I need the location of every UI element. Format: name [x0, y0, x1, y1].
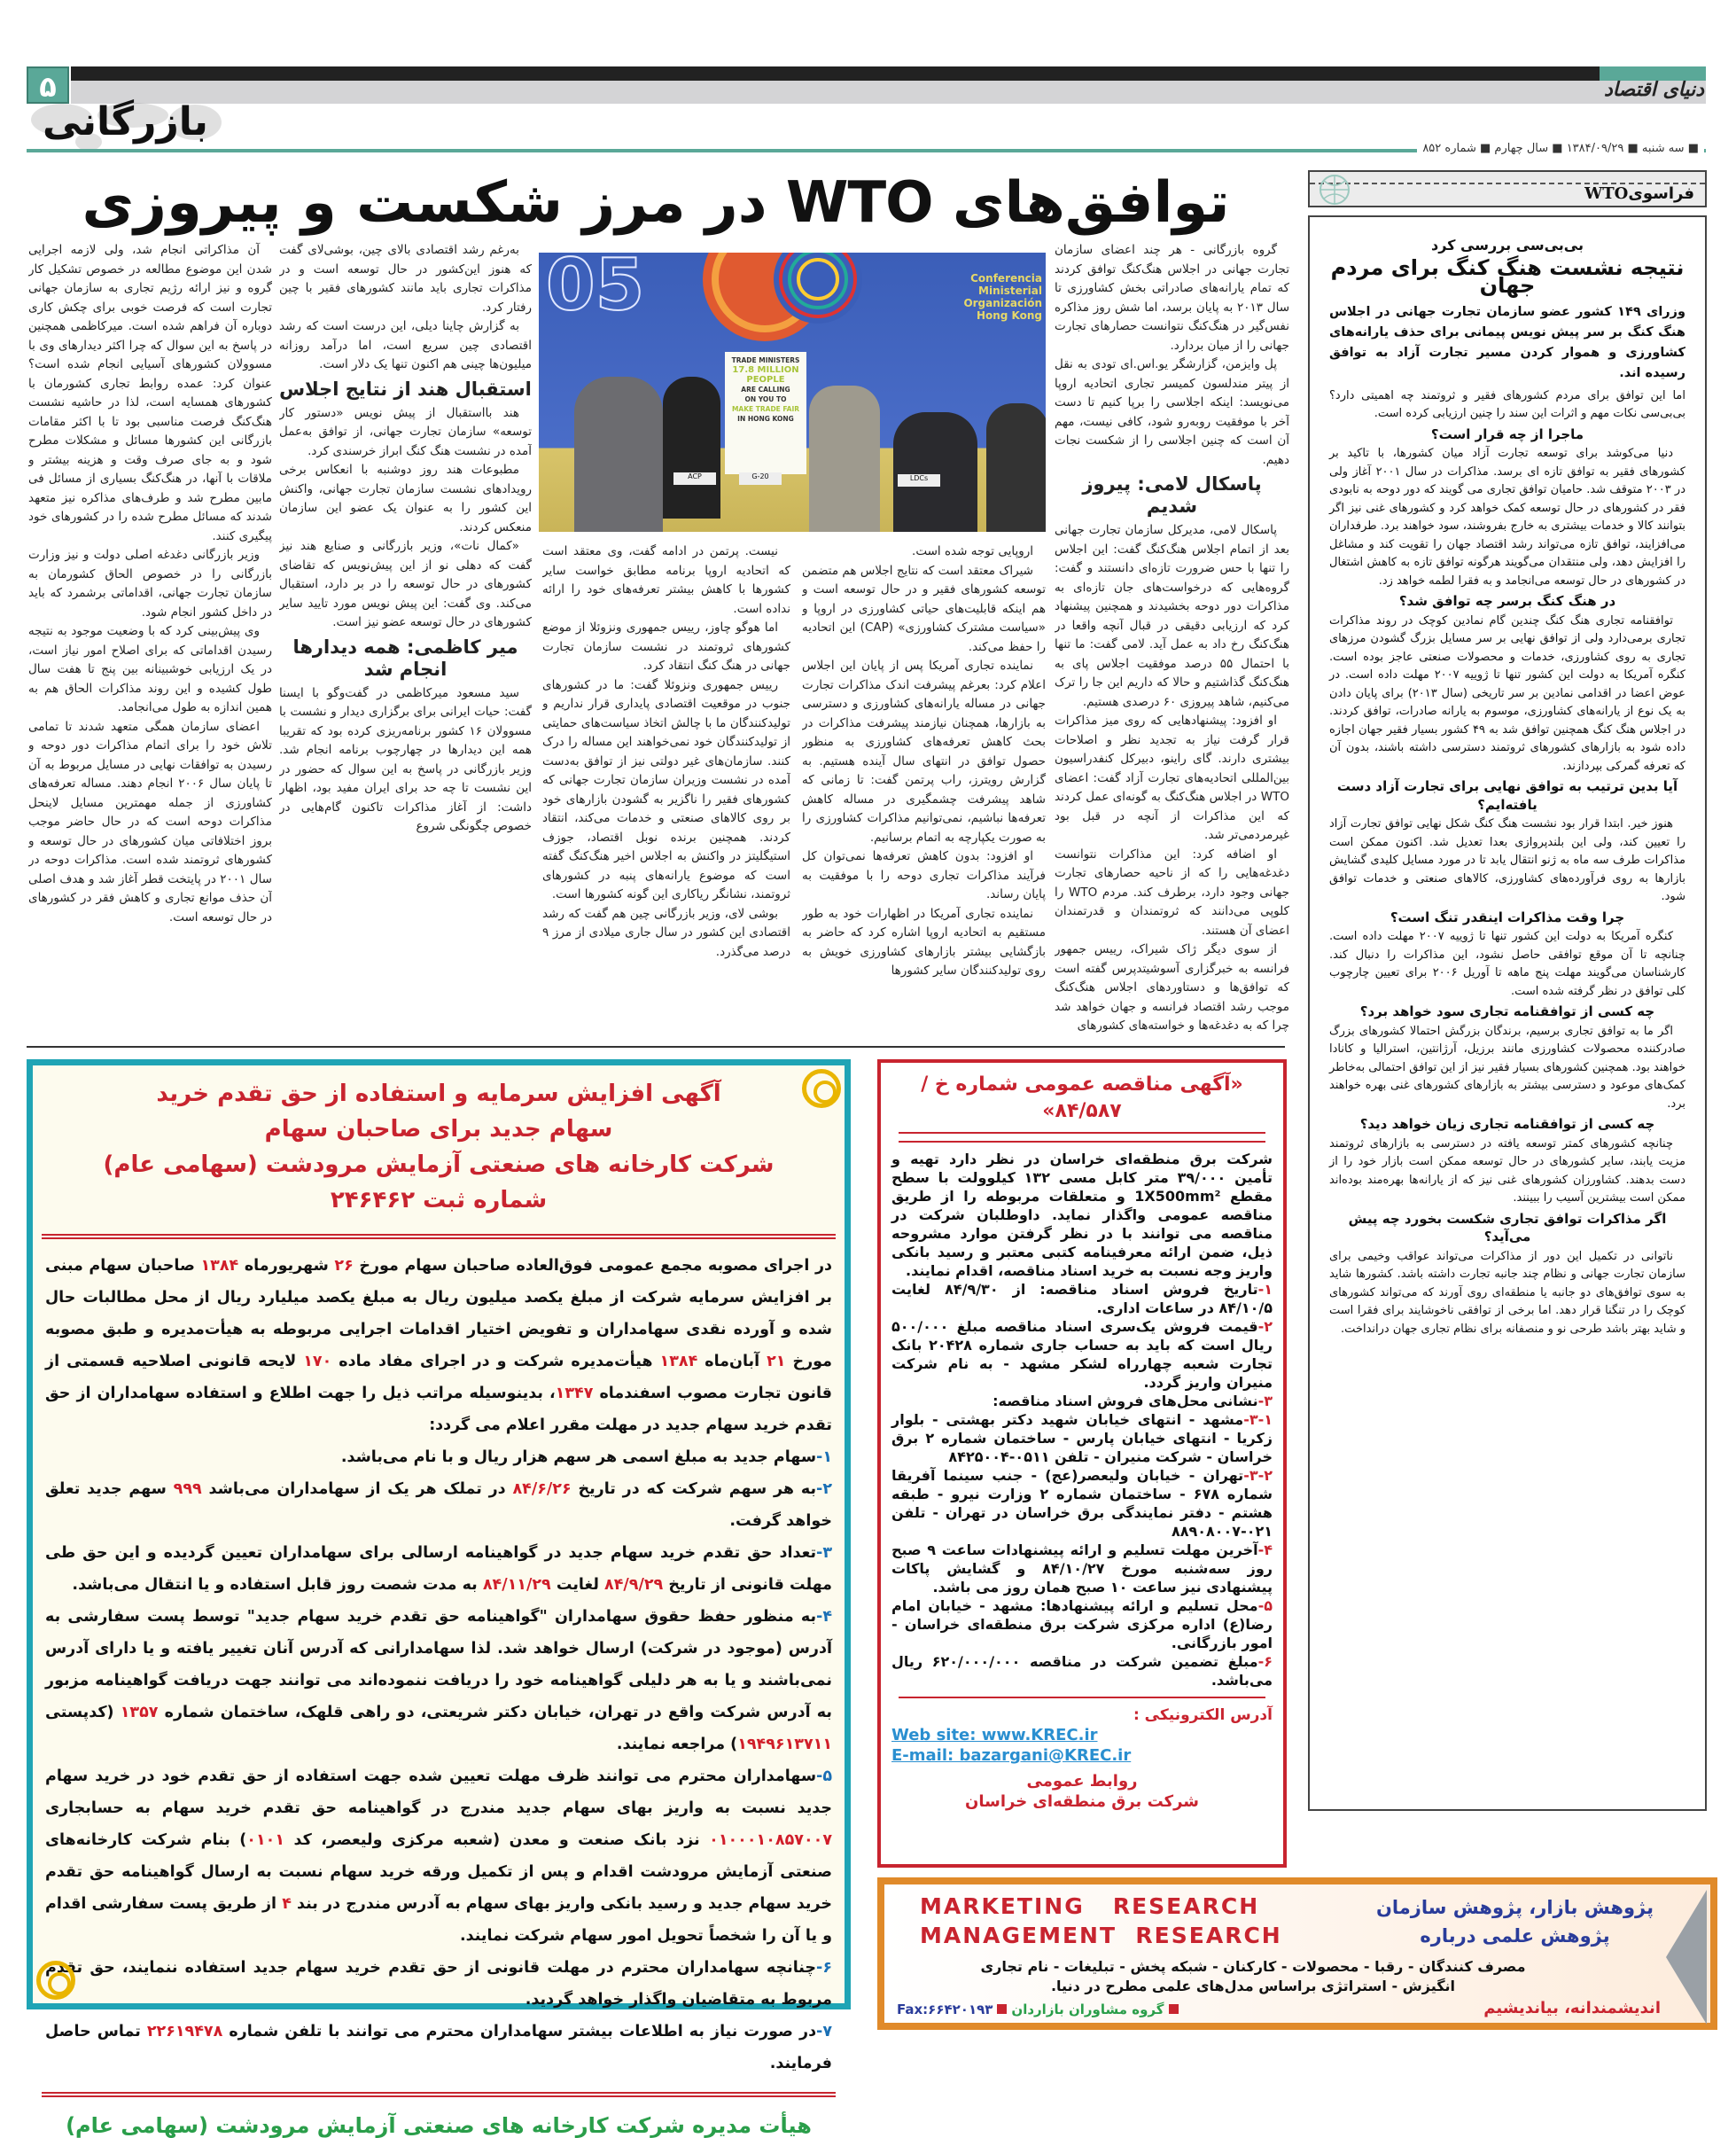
description-line: انگیزش - استراتژی براساس مدل‌های علمی مطرح در دنیا.: [1050, 1978, 1456, 1994]
tender-intro: شرکت برق منطقه‌ای خراسان در نظر دارد تهیه و تأمین ۳۹/۰۰۰ متر کابل مسی ۱۳۲ کیلوولت با سطح مقطع 1X500mm² و متعلقات مربوطه را از طریق مناقصه عمومی واگذار نماید. داوطلبان شرکت در مناقصه می توانند با در نظر گرفتن موارد مشروحه ذیل، ضمن ارائه معرفینامه کتبی معتبر و رسید بانکی واریز وجه نسبت به خرید اسناد مناقصه، اقدام نمایند.: [891, 1151, 1273, 1279]
sidebar-title-fa: فراسوی: [1628, 184, 1694, 203]
highlighted-value: ۸۴/۹/۲۹: [604, 1576, 664, 1594]
article-paragraph: وزیر بازرگانی دغدغه اصلی دولت و نیز وزارت بازرگانی را در خصوص الحاق کشورمان به سازمان تجارت جهانی، اقداماتی برشمرد که باید در داخل کشور انجام شود.: [28, 548, 272, 620]
highlighted-value: ۸۴/۱۱/۲۹: [482, 1576, 551, 1594]
triangle-decoration: [1666, 1890, 1707, 2025]
article-paragraph: «کمال نات»، وزیر بازرگانی و صنایع هند نیز گفت که دهلی نو از این پیش‌نویس که تقاضای کشورهای در حال توسعه را در بر دارد، استقبال می‌کند. وی گفت: این پیش نویس مورد تایید سایر کشورهای در حال توسعه عضو نیز است.: [279, 539, 532, 629]
article-paragraph: به‌رغم رشد اقتصادی بالای چین، بوشی‌لای گفت که هنوز این‌کشور در حال توسعه است و در مذاکرات تجاری باید مانند کشورهای فقیر با چین رفتار کرد.: [279, 243, 532, 315]
tender-title: «آگهی مناقصه عمومی شماره خ /۸۴/۵۸۷»: [921, 1073, 1243, 1122]
ad-paragraph: [45, 1601, 832, 1760]
ad-text: چنانچه سهامداران محترم در مهلت قانونی از حق تقدم خرید سهام جدید استفاده ننمایند، حق تقدم مربوط به متقاضیان واگذار خواهد گردید.: [45, 1959, 832, 2009]
article-subheading: میر کاظمی: همه دیدارها انجام شد: [292, 636, 518, 680]
rule: [899, 1697, 1265, 1698]
article-paragraph: پل وایزمن، گزارشگر یو.اس.ای تودی به نقل از پیتر مندلسون کمیسر تجاری اتحادیه اروپا می‌نویسد: اینکه اجلاسی را برپا کنیم تا دست آخر با موفقیت روبه‌رو شود، کافی نیست، مهم آن است که چنین اجلاسی را از شکست نجات دهیم.: [1055, 357, 1289, 467]
name-plate: ACP: [673, 472, 716, 485]
name-plate: G-20: [739, 472, 782, 485]
sidebar-sections: [1329, 425, 1685, 1339]
company-line: شرکت برق منطقه‌ای خراسان: [965, 1792, 1199, 1811]
website-link[interactable]: Web site: www.KREC.ir: [891, 1726, 1098, 1744]
highlighted-value: ۴-: [816, 1608, 832, 1626]
highlighted-value: ۱۹۴۹۶۱۳۷۱۱: [737, 1736, 832, 1753]
ad-text: به هر سهم شرکت که در تاریخ: [571, 1480, 817, 1498]
ad-text: آبان‌ماه: [697, 1353, 767, 1370]
sidebar-subheading: اگر مذاکرات توافق تجاری شکست بخورد چه پیش می‌آید؟: [1348, 1210, 1667, 1245]
article-subheading: پاسکال لامی: پیروز شدیم: [1082, 473, 1262, 517]
highlighted-value: ۱۳۴۷: [555, 1385, 594, 1402]
item-text: قیمت فروش یک‌سری اسناد مناقصه مبلغ ۵۰۰/۰۰۰ ریال است که باید به حساب جاری شماره ۲۰۴۲۸ بانک تجارت شعبه چهارراه لشکر مشهد - به نام شرکت منیران واریز گردد.: [891, 1318, 1273, 1391]
rule: [899, 1132, 1265, 1134]
sidebar-paragraph: توافقنامه تجاری هنگ کنگ چندین گام نمادین کوچک در روند مذاکرات تجاری برمی‌دارد ولی از توافق نهایی بر سر مسایل بزرگ گشودن مرزهای تجاری به روی کشاورزی، خدمات و محصولات صنعتی عاجز بوده است. کنگره آمریکا به دولت این کشور تنها تا ژوییه ۲۰۰۷ مهلت داده است. در عوض اعضا در اقدامی نمادین بر سر تاریخی (سال ۲۰۱۳) برای پایان دادن به یک نوع از یارانه‌های کشاورزی، موسوم به یارانه صادرات، توافق کردند. در اجلاس هنگ کنگ همچنین توافق شد به ۴۹ کشور بسیار فقیر جهان اجازه داده شود به بازارهای کشورهای ثروتمند دسترسی داشته باشند، بدون آن که تعرفه گمرکی بپردازند.: [1329, 613, 1685, 773]
sign-line: 17.8 MILLION: [732, 365, 799, 375]
fax-number: Fax:۶۶۴۲۰۱۹۳: [897, 2001, 993, 2017]
ad-text: نزد بانک صنعت و معدن (شعبه مرکزی ولیعصر، کد: [284, 1831, 710, 1849]
item-text: محل تسلیم و ارائه پیشنهادها: مشهد - خیابان امام رضا(ع) اداره مرکزی شرکت برق منطقه‌ای خراسان - امور بازرگانی.: [891, 1597, 1273, 1651]
article-column: [1055, 241, 1289, 1039]
article-paragraph: اعضای سازمان همگی متعهد شدند تا تمامی تلاش خود را برای اتمام مذاکرات دور دوحه و رسیدن به توافقات نهایی در مسایل مربوط به آن تا پایان سال ۲۰۰۶ انجام دهند. مساله تعرفه‌های کشاورزی از جمله مهمترین مسایل لاینحل مذاکرات دوحه است که در حال حاضر موجب بروز اختلافاتی میان کشورهای در حال توسعه و کشورهای ثروتمند شده است. مذاکرات دوحه در سال ۲۰۰۱ در پایتخت قطر آغاز شد و هدف اصلی آن حذف موانع تجاری و کاهش فقر در کشورهای در حال توسعه است.: [28, 719, 272, 925]
banner-number: 05: [546, 253, 645, 326]
page-number: ۵: [27, 66, 69, 104]
highlighted-value: ۱۳۸۴: [659, 1353, 698, 1370]
ad-body: [33, 1250, 845, 2079]
item-text: نشانی محل‌های فروش اسناد مناقصه:: [993, 1393, 1258, 1409]
article-paragraph: او اضافه کرد: این مذاکرات نتوانست دغدغه‌هایی را که از ناحیه حصارهای تجارت جهانی وجود دارد، برطرف کند. مردم WTO را کلوپی می‌دانند که ثروتمندان و قدرتمندان اعضای آن هستند.: [1055, 847, 1289, 938]
sidebar-header: [1308, 170, 1707, 207]
tender-item: [891, 1280, 1273, 1317]
ad-text: در اجرای مصوبه مجمع عمومی فوق‌العاده صاحبان سهام مورخ: [353, 1257, 833, 1275]
ad-title: [33, 1076, 845, 1218]
ad-text: سهم جدید تعلق خواهد گرفت.: [45, 1480, 832, 1530]
sidebar-subheading: چرا وقت مذاکرات اینقدر تنگ است؟: [1390, 909, 1625, 925]
sidebar-subheading: چه کسی از توافقنامه تجاری سود خواهد برد؟: [1359, 1003, 1655, 1019]
sidebar-kicker: بی‌بی‌سی بررسی کرد: [1430, 237, 1584, 254]
slogan: اندیشمندانه، بیاندیشیم: [1483, 1999, 1661, 2017]
ad-text: تعداد حق تقدم خرید سهام جدید در گواهینامه ارسالی برای سهامداران تعیین گردیده و این حق طی مهلت قانونی از تاریخ: [45, 1544, 832, 1594]
ad-text: هیأت‌مدیره شرکت و در اجرای مفاد ماده: [331, 1353, 660, 1370]
highlighted-value: ۰۱۰۱: [246, 1831, 285, 1849]
wto-logo-icon: [703, 253, 871, 350]
persian-line: پژوهش علمی درباره: [1420, 1925, 1610, 1947]
article-column: [279, 241, 532, 1039]
article-paragraph: نماینده تجاری آمریکا پس از پایان این اجلاس اعلام کرد: بعرغم پیشرفت اندک مذاکرات تجارت جهانی در مساله یارانه‌های کشاورزی و دسترسی به بازارها، همچنان نیازمند پیشرفت مذاکرات در بحث کاهش تعرفه‌های کشاورزی به منظور حصول توافق در انتهای سال آینده هستیم. به گزارش رویترز، راب پرتمن گفت: تا زمانی که شاهد پیشرفت چشمگیری در مساله کاهش تعرفه‌ها نباشیم، نمی‌توانیم مذاکرات کشاورزی را به صورت یکپارچه به اتمام برسانیم.: [802, 659, 1046, 845]
article-paragraph: او افزود: بدون کاهش تعرفه‌ها نمی‌توان کل فرآیند مذاکرات تجاری دوحه را با موفقیت به پایان رساند.: [802, 849, 1046, 901]
article-column: [28, 241, 272, 1039]
header-bar: [71, 66, 1600, 81]
article-paragraph: از سوی دیگر ژاک شیراک، رییس جمهور فرانسه به خبرگزاری آسوشیتدپرس گفته است که توافق‌ها و دستاوردهای اجلاس هنگ‌کنگ موجب رشد اقتصاد فرانسه و جهان خواهد شد چرا که به دغدغه‌ها و خواسته‌های کشورهای: [1055, 942, 1289, 1033]
sidebar-paragraph: اگر ما به توافق تجاری برسیم، برندگان بزرگش احتمالا کشورهای بزرگ صادرکننده محصولات کشاورزی مانند برزیل، آرژانتین، استرالیا و کانادا خواهند بود. همچنین کشورهای بسیار فقیر نیز از این توافق احتمالی به‌خاطر کمک‌های موعود و دسترسی بیشتر به بازارهای کشورهای غنی بهره خواهند برد.: [1329, 1024, 1685, 1111]
name-plate: LDCs: [898, 474, 940, 487]
sign-line: MAKE TRADE FAIR: [731, 405, 800, 413]
highlighted-value: ۹۹۹: [173, 1480, 202, 1498]
item-number: ۳-۲-: [1243, 1467, 1273, 1484]
item-number: ۴-: [1257, 1541, 1273, 1558]
rule: [899, 1141, 1265, 1143]
tender-item: [891, 1317, 1273, 1392]
article-column: [542, 542, 790, 1039]
ad-title-line: شماره ثبت ۲۴۶۴۶۲: [330, 1187, 548, 1213]
ad-paragraph: [45, 2016, 832, 2079]
ad-paragraph: [45, 1441, 832, 1473]
article-paragraph: اما هوگو چاوز، رییس جمهوری ونزوئلا از موضع کشورهای ثروتمند در نشست سازمان تجارت جهانی در هنگ کنگ انتقاد کرد.: [542, 620, 790, 673]
item-number: ۵-: [1257, 1597, 1273, 1614]
highlighted-value: ۰۱۰۰۰۱۰۸۵۷۰۰۷: [709, 1831, 832, 1849]
ad-title-line: شرکت کارخانه های صنعتی آزمایش مرودشت (سهامی عام): [103, 1151, 775, 1178]
person: [986, 403, 1046, 532]
ad-text: لایحه قانونی اصلاحیه قسمتی از قانون تجارت مصوب اسفندماه: [45, 1353, 832, 1402]
section-divider: [27, 1046, 1285, 1048]
tender-body: [891, 1150, 1273, 1689]
article-column: [802, 542, 1046, 1039]
ad-text: لغایت: [550, 1576, 605, 1594]
item-number: ۱-: [1257, 1281, 1273, 1298]
ad-signature: هیأت مدیره شرکت کارخانه های صنعتی آزمایش مرودشت (سهامی عام): [66, 2113, 812, 2138]
ad-text: به مدت شصت روز قابل استفاده و یا انتقال می‌باشد.: [72, 1576, 483, 1594]
ad-text: صاحبان سهام مبنی بر افزایش سرمایه شرکت از مبلغ یکصد میلیون ریال به مبلغ یکصد میلیارد ریال از محل مطالبات حال شده و آورده نقدی سهامداران و تفویض اختیار اقدامات اجرایی مربوطه به هیأت‌مدیره و طبق مصوبه مورخ: [45, 1257, 832, 1370]
ad-text: ، بدینوسیله مراتب ذیل را جهت اطلاع و استفاده سهامداران از حق تقدم خرید سهام جدید در مهلت مقرر اعلام می گردد:: [45, 1385, 832, 1434]
highlighted-value: ۵-: [816, 1767, 832, 1785]
item-text: تاریخ فروش اسناد مناقصه: از ۸۴/۹/۳۰ لغایت ۸۴/۱۰/۵ در ساعات اداری.: [891, 1281, 1273, 1316]
article-paragraph: آن مذاکراتی انجام شد، ولی لازمه اجرایی شدن این موضوع مطالعه در خصوص تشکیل کار گروه و نیز ارائه رژیم تجاری به سازمان جهانی تجارت است که فرصت خوبی برای چکش کاری دوباره آن فراهم شده است. میرکاظمی همچنین در پاسخ به این سوال که چرا اکثر دیدارهای وی با مسوولان کشورهای آسیایی انجام شده است؟ عنوان کرد: عمده روابط تجاری کشورمان با کشورهای همسایه است، لذا در حاشیه نشست هنگ‌کنگ فرصت مناسبی بود تا با اکثر مقامات بازرگانی این کشورها مسائل و مشکلات مطرح شود و به جای صرف وقت و هزینه بیشتر و ملاقات با آنها، در هنگ‌کنگ بسیاری از مسائل فی مابین مطرح شد و طرف‌های مذاکره نیز متعهد شدند که مسائل مطرح شده را در کشورهای خود پیگیری کنند.: [28, 243, 272, 543]
protest-sign: [725, 352, 806, 474]
highlighted-value: ۱۷۰: [303, 1353, 332, 1370]
ad-title-line: آگهی افزایش سرمایه و استفاده از حق تقدم خرید: [156, 1081, 721, 1107]
sidebar-paragraph: کنگره آمریکا به دولت این کشور تنها تا ژوییه ۲۰۰۷ مهلت داده است. چنانچه تا آن موقع توافقی حاصل نشود، این مذاکرات را دنبال کند. کارشناسان می‌گویند مهلت پنج ماهه تا آوریل ۲۰۰۶ برای تعیین چارچوب کلی توافق در نظر گرفته شده است.: [1329, 930, 1686, 998]
highlighted-value: ۱-: [816, 1448, 832, 1466]
article-paragraph: سید مسعود میرکاظمی در گفت‌وگو با ایسنا گفت: حیات ایرانی برای برگزاری دیدار و نشست با مسوولان ۱۶ کشور برنامه‌ریزی کرده بود که تقریبا همه این دیدارها در چهارچوب برنامه انجام شد. وزیر بازرگانی در پاسخ به این سوال که حضور در این نشست تا چه حد برای ایران مفید بود، اظهار داشت: از آغاز مذاکرات تاکنون گام‌هایی در خصوص چگونگی شروع: [279, 685, 532, 833]
sidebar-title-wto: WTO: [1584, 184, 1629, 203]
highlighted-value: ۲۱: [767, 1353, 786, 1370]
item-number: ۲-: [1257, 1318, 1273, 1335]
tender-item: [891, 1596, 1273, 1652]
ad-text: شهریورماه: [238, 1257, 335, 1275]
persian-title: [1376, 1893, 1654, 1950]
dateline: ■ سه شنبه ■ ۱۳۸۴/۰۹/۲۹ ■ سال چهارم ■ شماره ۸۵۲: [1417, 142, 1704, 155]
shares-announcement-ad: [27, 1059, 851, 2138]
ad-text: سهام جدید به مبلغ اسمی هر سهم هزار ریال و با نام می‌باشد.: [340, 1448, 817, 1466]
tender-item: [891, 1410, 1273, 1466]
research-ad: [877, 1877, 1717, 2030]
sidebar-lead: وزرای ۱۴۹ کشور عضو سازمان تجارت جهانی در اجلاس هنگ کنگ بر سر پیش نویس پیمانی برای حذف یارانه‌های کشاورزی و هموار کردن مسیر تجارت آزاد به توافق رسیده اند.: [1329, 304, 1685, 380]
tender-item: [891, 1652, 1273, 1689]
sidebar-article: [1308, 215, 1707, 1811]
article-paragraph: مطبوعات هند روز دوشنبه با انعکاس برخی رویدادهای نشست سازمان تجارت جهانی، واکنش این کشور را به عنوان یک عضو این سازمان منعکس کردند.: [279, 463, 532, 534]
spiral-icon: [36, 1961, 75, 2000]
description-line: مصرف کنندگان - رقبا - محصولات - کارکنان - شبکه پخش - تبلیغات - نام تجاری: [980, 1958, 1526, 1975]
globe-icon: [1317, 174, 1352, 206]
highlighted-value: ۲۲۶۱۹۴۷۸: [146, 2023, 223, 2040]
article-paragraph: گروه بازرگانی - هر چند اعضای سازمان تجارت جهانی در اجلاس هنگ‌کنگ توافق کردند که تمام یارانه‌های صادراتی بخش کشاورزی تا سال ۲۰۱۳ به پایان برسد، اما شش روز مذاکره نفس‌گیر در هنگ‌کنگ نتوانست حصارهای تجارت جهانی را از میان بردارد.: [1055, 243, 1289, 353]
persian-line: پژوهش بازار، پژوهش سازمان: [1376, 1897, 1654, 1918]
newspaper-logo: دنیای اقتصاد: [1604, 78, 1704, 101]
highlighted-value: ۲-: [816, 1480, 832, 1498]
highlighted-value: ۱۳۵۷: [120, 1704, 159, 1721]
sidebar-paragraph: هنوز خیر. ابتدا قرار بود نشست هنگ کنگ شکل نهایی توافق تجارت آزاد را تعیین کند، ولی این بلندپروازی بعدا تعدیل شد. اکنون ممکن است مذاکرات طرف سه ماه به ژنو انتقال یابد تا در مورد مسایل کلیدی گشایش بازارها به روی فرآورده‌های کشاورزی، کالاهای صنعتی و خدمات توافق شود.: [1329, 817, 1685, 903]
highlighted-value: ۴: [282, 1895, 292, 1913]
sign-line: ARE CALLING: [741, 386, 790, 394]
sidebar-paragraph: ناتوانی در تکمیل این دور از مذاکرات می‌تواند عواقب وخیمی برای سازمان تجارت جهانی و نظام چند جانبه تجارت داشته باشد. کشورها شاید به سوی توافق‌های دو جانبه یا منطقه‌ای روی آورند که می‌تواند کشورهای کوچک را در تنگنا قرار دهد. اما برخی از توافقی ناخوشایند برای فقرا است و شاید بهتر باشد طرحی نو و منصفانه برای نظام تجاری جهان درانداخت.: [1329, 1249, 1685, 1336]
article-paragraph: شیراک معتقد است که نتایج اجلاس هم متضمن توسعه کشورهای فقیر و در حال توسعه است و هم اینکه قابلیت‌های حیاتی کشاورزی در اروپا و «سیاست مشترک کشاورزی» (CAP) این اتحادیه را حفظ می‌کند.: [802, 563, 1046, 654]
article-paragraph: اروپایی توجه شده است.: [912, 544, 1033, 558]
english-line: MANAGEMENT RESEARCH: [920, 1923, 1282, 1948]
article-paragraph: پاسکال لامی، مدیرکل سازمان تجارت جهانی بعد از اتمام اجلاس هنگ‌کنگ گفت: این اجلاس را تنها با حس ضرورت تازه‌ای دانستند و گفت: گروه‌هایی که درخواست‌های جان تازه‌ای به مذاکرات دور دوحه بخشیدند و همچنین پیشنهاد کرد که ارزیابی دقیقی در قبال آنچه واقعا در هنگ‌کنگ رخ داد به عمل آید. لامی گفت: ما تنها با احتمال ۵۵ درصد موفقیت اجلاس پای به هنگ‌کنگ گذاشتیم و حالا که داریم این جا را ترک می‌کنیم، شاهد پیروزی ۶۰ درصدی هستیم.: [1055, 523, 1289, 709]
article-subheading: استقبال هند از نتایج اجلاس: [279, 378, 532, 400]
double-rule: [42, 2092, 836, 2097]
person: [663, 377, 720, 519]
tender-ad: [877, 1059, 1287, 1868]
english-line: MARKETING RESEARCH: [920, 1893, 1260, 1919]
article-paragraph: او افزود: پیشنهادهایی که روی میز مذاکرات قرار گرفت نیاز به تجدید نظر و اصلاحات بیشتری دارند. گای راینو، دبیرکل کنفدراسیون بین‌المللی اتحادیه‌های تجارت آزاد گفت: اعضای WTO در اجلاس هنگ‌کنگ به گونه‌ای عمل کردند که این مذاکرات از آنچه در قبل بود غیرمردمی‌تر شد.: [1055, 714, 1289, 842]
ad-text: تماس حاصل فرمایند.: [45, 2023, 832, 2072]
ad-text: از طریق پست سفارشی اقدام و یا آن را شخصاً تحویل امور سهام شرکت نمایند.: [45, 1895, 832, 1945]
pr-line: روابط عمومی: [1026, 1772, 1138, 1791]
ad-paragraph: [45, 1952, 832, 2016]
ad-text: سهامداران محترم می توانند ظرف مهلت تعیین شده جهت استفاده از حق تقدم خود در خرید سهام جدید نسبت به واریز بهای سهام جدید مندرج در گواهینامه حق تقدم خرید سهام به حسابجاری: [45, 1767, 832, 1817]
person: [893, 412, 977, 532]
square-bullet-icon: [1169, 2004, 1179, 2014]
ad-paragraph: [45, 1537, 832, 1601]
highlighted-value: ۱۳۸۴: [200, 1257, 239, 1275]
person: [809, 386, 880, 532]
ad-text: (کدپستی: [45, 1704, 121, 1721]
item-text: مشهد - انتهای خیابان شهید دکتر بهشتی - بلوار زکریا - انتهای خیابان پارس - ساختمان شماره ۲ برق خراسان - شرکت منیران - تلفن ۰۵۱۱-۸۴۲۵۰۰۴: [891, 1411, 1273, 1465]
sidebar-intro: اما این توافق برای مردم کشورهای فقیر و ثروتمند چه اهمیتی دارد؟ بی‌بی‌سی نکات مهم و اثرات این سند را چنین ارزیابی کرده است.: [1329, 388, 1685, 420]
banner-text: Conferencia Ministerial Organización Hong Kong: [963, 272, 1042, 322]
sign-line: TRADE MINISTERS: [731, 356, 800, 364]
sidebar-paragraph: چنانچه کشورهای کمتر توسعه یافته در دسترسی به بازارهای ثروتمند مزیت یابند، سایر کشورهای در حال توسعه ممکن است بازار خود را از دست بدهند. کشاورزان کشورهای غنی نیز که از یارانه‌ها بهره‌مند بوده‌اند ممکن است بیشترین آسیب را ببینند.: [1329, 1136, 1685, 1205]
email-link[interactable]: E-mail: bazargani@KREC.ir: [891, 1746, 1132, 1765]
tender-item: [891, 1392, 1273, 1410]
sidebar-subheading: ماجرا از چه قرار است؟: [1430, 425, 1584, 442]
sidebar-title: [1584, 184, 1694, 203]
item-number: ۳-: [1257, 1393, 1273, 1409]
english-title: [920, 1892, 1282, 1950]
article-paragraph: نماینده تجاری آمریکا در اظهارات خود به طور مستقیم به اتحادیه اروپا اشاره کرد که حاضر به بازگشایی بیشتر بازارهای کشاورزی خویش به روی تولیدکنندگان سایر کشورها: [802, 906, 1046, 978]
spiral-icon: [802, 1069, 841, 1108]
tender-item: [891, 1541, 1273, 1596]
ad-text: در صورت نیاز به اطلاعات بیشتر سهامداران محترم می توانند با تلفن شماره: [222, 2023, 817, 2040]
item-number: ۶-: [1257, 1653, 1273, 1670]
email-label: آدرس الکترونیکی :: [1133, 1706, 1273, 1724]
tender-item: [891, 1466, 1273, 1541]
person: [574, 377, 663, 532]
ad-text: ) بنام شرکت کارخانه‌های صنعتی آزمایش مرودشت اقدام و پس از تکمیل ورقه خرید سهام نسبت به ارسال گواهینامه حق تقدم خرید سهام جدید و رسید بانکی واریز بهای سهام به آدرس مندرج در بند: [45, 1831, 832, 1913]
highlighted-value: ۸۴/۶/۲۶: [512, 1480, 572, 1498]
highlighted-value: ۷-: [816, 2023, 832, 2040]
tender-items: [891, 1280, 1273, 1689]
contact-line: [897, 2001, 1183, 2017]
ad-text: ) مراجعه نمایند.: [616, 1736, 738, 1753]
article-headline: توافق‌های WTO در مرز شکست و پیروزی: [82, 170, 1230, 236]
item-number: ۳-۱-: [1243, 1411, 1273, 1428]
research-description: [938, 1957, 1569, 1996]
article-paragraph: نیست. پرتمن در ادامه گفت، وی معتقد است که اتحادیه اروپا برنامه مطابق خواست سایر کشورها با کاهش بیشتر تعرفه‌های خود را ارائه نداده است.: [542, 544, 790, 616]
sidebar-subheading: چه کسی از توافقنامه تجاری زیان خواهد دید؟: [1359, 1116, 1655, 1132]
ad-title-line: سهام جدید برای صاحبان سهام: [264, 1116, 613, 1143]
ad-paragraph: [45, 1473, 832, 1537]
article-paragraph: بوشی لای، وزیر بازرگانی چین هم گفت که رشد اقتصادی این کشور در سال جاری میلادی از مرز ۹ درصد می‌گذرد.: [542, 906, 790, 959]
item-text: آخرین مهلت تسلیم و ارائه پیشنهادات ساعت ۹ صبح روز سه‌شنبه مورخ ۸۴/۱۰/۲۷ و گشایش پاکات پیشنهادی نیز ساعت ۱۰ صبح همان روز می باشد.: [891, 1541, 1273, 1596]
group-name: گروه مشاوران بازاردان: [1011, 2001, 1164, 2017]
article-paragraph: رییس جمهوری ونزوئلا گفت: ما در کشورهای جنوب در موقعیت اقتصادی پایداری قرار نداریم و تولیدکنندگان ما با چالش اتخاذ سیاست‌های حمایتی از تولیدکنندگان خود نمی‌خواهند این مساله را درک کنند. سازمان‌های غیر دولتی نیز از توافق به‌دست آمده در نشست وزیران سازمان تجارت جهانی که کشورهای فقیر را ناگزیر به گشودن بازارهای خود بر روی کالاهای صنعتی و خدمات می‌کند، انتقاد کردند. همچنین برنده نوبل اقتصاد، جوزف استیگلیتز در واکنش به اجلاس اخیر هنگ‌کنگ گفته است که موضوع یارانه‌های پنبه در کشورهای ثروتمند، نشانگر ریاکاری این گونه کشورها است.: [542, 677, 790, 901]
highlighted-value: ۲۶: [334, 1257, 354, 1275]
highlighted-value: ۳-: [816, 1544, 832, 1562]
ad-paragraph: [45, 1250, 832, 1441]
section-title: بازرگانی: [43, 99, 208, 144]
item-text: مبلغ تضمین شرکت در مناقصه ۶۲۰/۰۰۰/۰۰۰ ریال می‌باشد.: [891, 1653, 1273, 1689]
article-paragraph: به گزارش چاینا دیلی، این درست است که رشد اقتصادی چین سریع است، اما درآمد روزانه میلیون‌ها چینی هم اکنون تنها یک دلار است.: [279, 319, 532, 371]
article-paragraph: هند بااستقبال از پیش نویس «دستور کار توسعه» سازمان تجارت جهانی، از توافق به‌عمل آمده در نشست هنگ کنگ ابراز خرسندی کرد.: [279, 405, 532, 458]
header-band: [71, 81, 1706, 104]
sidebar-subheading: آیا بدین ترتیب به توافق نهایی برای تجارت آزاد دست یافته‌ایم؟: [1336, 778, 1678, 813]
ad-text: به منظور حفظ حقوق سهامداران "گواهینامه حق تقدم خرید سهام جدید" توسط پست سفارشی به آدرس (موجود در شرکت) ارسال خواهد شد. لذا سهامدارانی که آدرس آنان تغییر یافته و یا دارای آدرس نمی‌باشند و یا به هر دلیلی گواهینامه خود را دریافت ننموده‌اند می توانند جهت دریافت گواهینامه مزبور به آدرس شرکت واقع در تهران، خیابان دکتر شریعتی، دو راهی قلهک، ساختمان شماره: [45, 1608, 832, 1721]
square-bullet-icon: [997, 2004, 1007, 2014]
sign-line: ON YOU TO: [744, 395, 787, 403]
double-rule: [42, 1234, 836, 1239]
sidebar-headline: نتیجه نشست هنگ کنگ برای مردم جهان: [1330, 254, 1685, 298]
highlighted-value: ۶-: [816, 1959, 832, 1977]
sign-line: PEOPLE: [746, 375, 785, 385]
sidebar-paragraph: دنیا می‌کوشد برای توسعه تجارت آزاد میان کشورها، با تاکید بر کشورهای فقیر به توافق تازه ای برسد. مذاکرات در سال ۲۰۰۱ آغاز ولی در ۲۰۰۳ متوقف شد. حامیان توافق تجاری می گویند که دور دوحه به نابودی فقر در کشورهای در حال توسعه کمک خواهد کرد و کشورهای غنی نیز اگر بتوانند کالا و خدمات بیشتری به خارج بفروشند، سود خواهند برد. طرفداران می‌افزایند، توافق تازه می‌تواند رشد اقتصاد جهان را تقویت کند و مشاغل را افزایش دهد، ولی منتقدان می‌گویند هرگونه توافق تازه به کاهش اشتغال در کشورهای در حال توسعه می‌انجامد و به فقرا لطمه خواهد زد.: [1329, 447, 1685, 588]
article-photo: [539, 253, 1046, 532]
sidebar-subheading: در هنگ کنگ برسر چه توافق شد؟: [1398, 593, 1616, 609]
article-paragraph: وی پیش‌بینی کرد که با وضعیت موجود به نتیجه رسیدن اقداماتی که برای اصلاح امور نیاز است، در یک ارزیابی خوشبینانه بین پنج تا هفت سال طول کشیده و این روند مذاکرات الحاق هم به همین اندازه به طول می‌انجامد.: [28, 624, 272, 714]
sign-line: IN HONG KONG: [737, 415, 794, 423]
ad-paragraph: [45, 1760, 832, 1952]
ad-text: در تملک هر یک از سهامداران می‌باشد: [201, 1480, 513, 1498]
item-text: تهران - خیابان ولیعصر(عج) - جنب سینما آفریقا شماره ۶۷۸ - ساختمان شماره ۲ وزارت نیرو - طبقه هشتم - دفتر نمایندگی برق خراسان در تهران - تلفن ۰۲۱-۸۸۹۰۸۰۰۷: [891, 1467, 1273, 1540]
